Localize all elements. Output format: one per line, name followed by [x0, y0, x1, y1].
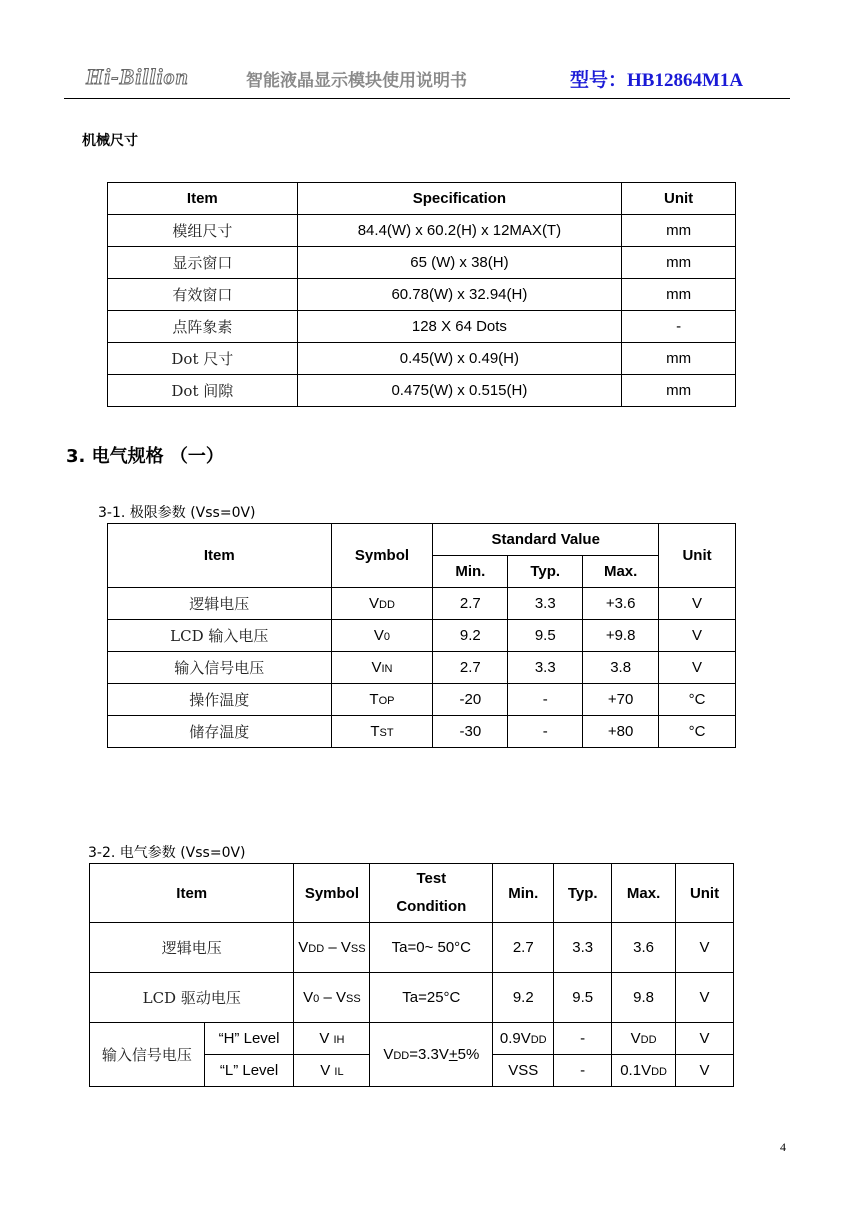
- cell-symbol: TST: [331, 716, 433, 748]
- cell-item: 点阵象素: [108, 311, 298, 343]
- model-number: 型号：HB12864M1A: [570, 70, 744, 91]
- cell-unit: V: [676, 923, 734, 973]
- table-row: [108, 343, 736, 375]
- table-header-row: [108, 524, 736, 556]
- table-row: [108, 588, 736, 620]
- electrical-section-title: 3-2. 电气参数 (Vss=0V): [88, 845, 246, 861]
- cell-spec: 128 X 64 Dots: [297, 311, 622, 343]
- cell-condition: VDD=3.3V+5%: [370, 1023, 493, 1087]
- cell-symbol-high: V IH: [294, 1023, 370, 1055]
- mechanical-dimensions-table: [107, 182, 736, 407]
- cell-unit: V: [659, 588, 736, 620]
- header-unit: Unit: [622, 183, 736, 215]
- cell-typ: 3.3: [508, 652, 583, 684]
- cell-unit: °C: [659, 684, 736, 716]
- cell-unit: V: [659, 652, 736, 684]
- cell-min-low: VSS: [493, 1055, 554, 1087]
- cell-typ-high: -: [554, 1023, 612, 1055]
- table-row: [90, 973, 734, 1023]
- page-number: 4: [780, 1140, 786, 1154]
- header-max: Max.: [583, 556, 659, 588]
- mechanical-section-title: 机械尺寸: [82, 133, 138, 149]
- cell-item: 输入信号电压: [90, 1023, 205, 1087]
- cell-typ: 3.3: [554, 923, 612, 973]
- brand-logo: Hi-Billion: [86, 64, 189, 89]
- cell-unit: mm: [622, 247, 736, 279]
- table-row: [108, 375, 736, 407]
- cell-typ: 3.3: [508, 588, 583, 620]
- cell-min: 2.7: [493, 923, 554, 973]
- cell-min: 9.2: [433, 620, 508, 652]
- cell-typ: 9.5: [508, 620, 583, 652]
- cell-spec: 0.45(W) x 0.49(H): [297, 343, 622, 375]
- cell-symbol: V0 – VSS: [294, 973, 370, 1023]
- cell-level-low: “L” Level: [204, 1055, 294, 1087]
- cell-item: LCD 驱动电压: [90, 973, 294, 1023]
- cell-unit-high: V: [676, 1023, 734, 1055]
- cell-symbol: VDD – VSS: [294, 923, 370, 973]
- table-row: [108, 247, 736, 279]
- table-row: [90, 923, 734, 973]
- header-test-condition: Test Condition: [370, 864, 493, 923]
- cell-typ: 9.5: [554, 973, 612, 1023]
- header-min: Min.: [493, 864, 554, 923]
- cell-unit: °C: [659, 716, 736, 748]
- cell-max: 3.8: [583, 652, 659, 684]
- cell-item: 逻辑电压: [90, 923, 294, 973]
- header-standard-value: Standard Value: [433, 524, 659, 556]
- cell-unit: mm: [622, 215, 736, 247]
- cell-typ: -: [508, 716, 583, 748]
- cell-unit: mm: [622, 279, 736, 311]
- cell-item: 输入信号电压: [108, 652, 332, 684]
- table-row: [108, 215, 736, 247]
- cell-item: Dot 尺寸: [108, 343, 298, 375]
- cell-max: +70: [583, 684, 659, 716]
- cell-item: 储存温度: [108, 716, 332, 748]
- header-max: Max.: [612, 864, 676, 923]
- cell-unit-low: V: [676, 1055, 734, 1087]
- cell-level-high: “H” Level: [204, 1023, 294, 1055]
- page-header: [64, 58, 790, 99]
- cell-symbol: VDD: [331, 588, 433, 620]
- cell-item: LCD 输入电压: [108, 620, 332, 652]
- table-row: [108, 684, 736, 716]
- cell-max: 3.6: [612, 923, 676, 973]
- cell-min-high: 0.9VDD: [493, 1023, 554, 1055]
- cell-min: 9.2: [493, 973, 554, 1023]
- absolute-limits-table: [107, 523, 736, 748]
- cell-spec: 60.78(W) x 32.94(H): [297, 279, 622, 311]
- cell-item: 逻辑电压: [108, 588, 332, 620]
- cell-min: -30: [433, 716, 508, 748]
- header-item: Item: [108, 524, 332, 588]
- cell-spec: 0.475(W) x 0.515(H): [297, 375, 622, 407]
- cell-item: Dot 间隙: [108, 375, 298, 407]
- table-row: [108, 620, 736, 652]
- table-row: [90, 1023, 734, 1055]
- cell-item: 有效窗口: [108, 279, 298, 311]
- cell-min: 2.7: [433, 588, 508, 620]
- table-row: [108, 279, 736, 311]
- cell-symbol: TOP: [331, 684, 433, 716]
- cell-symbol: V0: [331, 620, 433, 652]
- section-3-title: 3. 电气规格 （一）: [66, 446, 224, 467]
- header-symbol: Symbol: [294, 864, 370, 923]
- header-typ: Typ.: [554, 864, 612, 923]
- cell-symbol: VIN: [331, 652, 433, 684]
- table-row: [108, 652, 736, 684]
- cell-spec: 84.4(W) x 60.2(H) x 12MAX(T): [297, 215, 622, 247]
- cell-max: +9.8: [583, 620, 659, 652]
- limits-section-title: 3-1. 极限参数 (Vss=0V): [98, 505, 256, 521]
- cell-max-high: VDD: [612, 1023, 676, 1055]
- cell-item: 操作温度: [108, 684, 332, 716]
- cell-max: +3.6: [583, 588, 659, 620]
- cell-typ: -: [508, 684, 583, 716]
- table-row: [108, 716, 736, 748]
- cell-min: -20: [433, 684, 508, 716]
- document-title: 智能液晶显示模块使用说明书: [246, 71, 467, 91]
- cell-unit: V: [676, 973, 734, 1023]
- table-row: [108, 311, 736, 343]
- cell-item: 模组尺寸: [108, 215, 298, 247]
- header-typ: Typ.: [508, 556, 583, 588]
- electrical-parameters-table: [89, 863, 734, 1087]
- header-unit: Unit: [659, 524, 736, 588]
- cell-max-low: 0.1VDD: [612, 1055, 676, 1087]
- cell-min: 2.7: [433, 652, 508, 684]
- header-unit: Unit: [676, 864, 734, 923]
- cell-condition: Ta=25°C: [370, 973, 493, 1023]
- cell-condition: Ta=0~ 50°C: [370, 923, 493, 973]
- header-symbol: Symbol: [331, 524, 433, 588]
- header-min: Min.: [433, 556, 508, 588]
- header-item: Item: [90, 864, 294, 923]
- cell-unit: mm: [622, 375, 736, 407]
- header-item: Item: [108, 183, 298, 215]
- cell-max: +80: [583, 716, 659, 748]
- cell-unit: -: [622, 311, 736, 343]
- cell-unit: mm: [622, 343, 736, 375]
- cell-max: 9.8: [612, 973, 676, 1023]
- cell-symbol-low: V IL: [294, 1055, 370, 1087]
- cell-item: 显示窗口: [108, 247, 298, 279]
- header-specification: Specification: [297, 183, 622, 215]
- cell-typ-low: -: [554, 1055, 612, 1087]
- table-header-row: [108, 183, 736, 215]
- cell-unit: V: [659, 620, 736, 652]
- cell-spec: 65 (W) x 38(H): [297, 247, 622, 279]
- table-header-row: [90, 864, 734, 923]
